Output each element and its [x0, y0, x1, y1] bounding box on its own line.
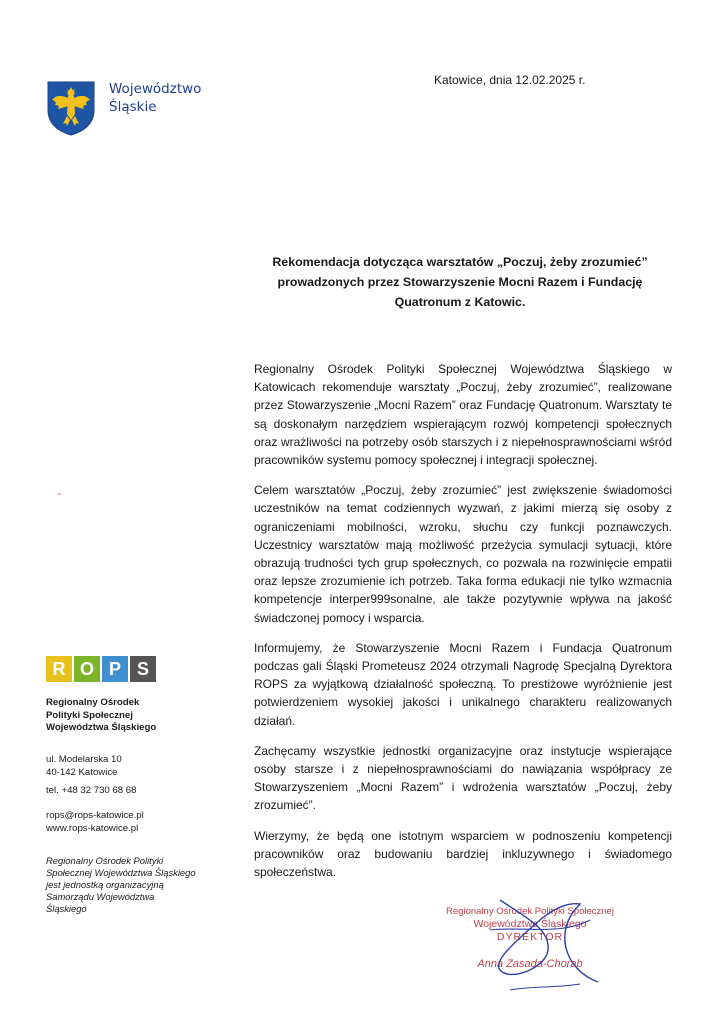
organization-note: Regionalny Ośrodek Polityki Społecznej Województwa Śląskiego jest jednostką organizacyjną Samorządu Województwa Śląskiego: [46, 855, 196, 914]
letter-body: [254, 360, 672, 893]
body-paragraph-1: Regionalny Ośrodek Polityki Społecznej Województwa Śląskiego w Katowicach rekomenduje warsztaty „Poczuj, żeby zrozumieć”, realizowane przez Stowarzyszenie „Mocni Razem” oraz Fundację Quatronum. Warsztaty te są doskonałym narzędziem wspierającym rozwój kompetencji społecznych oraz wrażliwości na potrzeby osób starszych i z niepełnosprawnościami wśród pracowników systemu pomocy społecznej i integracji społecznej.: [254, 362, 672, 468]
logo-line-2: Śląskie: [109, 99, 157, 115]
voivodeship-logo-text: [109, 80, 201, 116]
rops-logo-tile-s: S: [130, 656, 156, 682]
website-address: www.rops-katowice.pl: [46, 822, 139, 834]
logo-line-1: Województwo: [109, 81, 202, 97]
handwritten-signature-icon: [470, 890, 610, 1000]
phone-number: tel. +48 32 730 68 68: [46, 785, 137, 796]
rops-logo: [46, 656, 156, 682]
org-name-line-3: Województwa Śląskiego: [46, 722, 157, 733]
stamp-line-4: Anna Zasada-Chorab: [477, 958, 583, 970]
letter-title: [254, 252, 666, 312]
voivodeship-crest-icon: [46, 80, 96, 136]
scan-speck: [58, 493, 61, 495]
title-line-3: Quatronum z Katowic.: [394, 295, 526, 309]
stamp-line-3: DYREKTOR: [496, 931, 564, 943]
body-paragraph-4: Zachęcamy wszystkie jednostki organizacyjne oraz instytucje wspierające osoby starsze i z niepełnosprawnościami do nawiązania współpracy ze Stowarzyszeniem „Mocni Razem” i wdrożenia warsztatów „Poczuj, żeby zrozumieć”.: [254, 743, 672, 813]
rops-logo-tile-o: O: [74, 656, 100, 682]
stamp-line-1: Regionalny Ośrodek Polityki Społecznej: [446, 906, 614, 917]
title-line-2: prowadzonych przez Stowarzyszenie Mocni Razem i Fundację: [277, 275, 643, 289]
organization-name: [46, 697, 156, 735]
address-city: 40-142 Katowice: [46, 766, 118, 778]
org-name-line-2: Polityki Społecznej: [46, 709, 133, 721]
letter-date: Katowice, dnia 12.02.2025 r.: [434, 73, 586, 87]
postal-address: [46, 754, 122, 779]
title-line-1: Rekomendacja dotycząca warsztatów „Poczuj, żeby zrozumieć”: [272, 255, 648, 269]
body-paragraph-3: Informujemy, że Stowarzyszenie Mocni Razem i Fundacja Quatronum podczas gali Śląski Prometeusz 2024 otrzymali Nagrodę Specjalną Dyrektora ROPS za wyjątkową działalność społeczną. To prestiżowe wyróżnienie jest potwierdzeniem wysokiej jakości i unikalnego charakteru realizowanych działań.: [254, 640, 672, 728]
stamp-line-2: Województwa Śląskiego: [473, 918, 587, 930]
contact-links: [46, 810, 144, 835]
body-paragraph-5: Wierzymy, że będą one istotnym wsparciem w podnoszeniu kompetencji pracowników oraz budowaniu bardziej inkluzywnego i świadomego społeczeństwa.: [254, 828, 672, 880]
body-paragraph-2: Celem warsztatów „Poczuj, żeby zrozumieć” jest zwiększenie świadomości uczestników na temat codziennych wyzwań, z jakimi mierzą się osoby z ograniczeniami mobilności, wzroku, słuchu czy funkcji poznawczych. Uczestnicy warsztatów mają możliwość przeżycia symulacji sytuacji, które obrazują trudności tych grup społecznych, co pozwala na rozwinięcie empatii oraz lepsze zrozumienie ich potrzeb. Taka forma edukacji nie tylko wzmacnia kompetencje interper999sonalne, ale także pozytywnie wpływa na jakość świadczonej pomocy i wsparcia.: [254, 483, 672, 625]
email-address: rops@rops-katowice.pl: [46, 810, 144, 821]
address-street: ul. Modelarska 10: [46, 754, 122, 765]
org-name-line-1: Regionalny Ośrodek: [46, 697, 140, 708]
rops-logo-tile-p: P: [102, 656, 128, 682]
rops-logo-tile-r: R: [46, 656, 72, 682]
